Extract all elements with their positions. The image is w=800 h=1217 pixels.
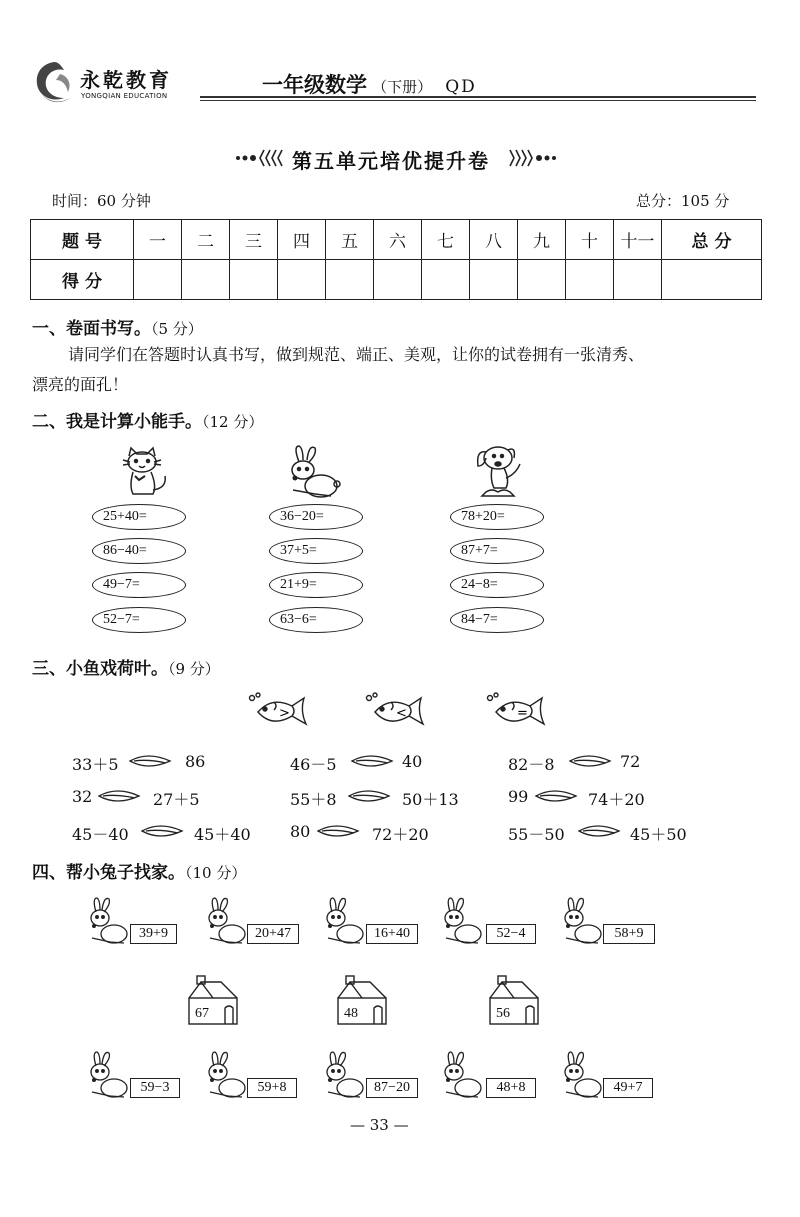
- compare-right: 27＋5: [153, 790, 200, 809]
- rabbit-expression-tag[interactable]: 20+47: [247, 924, 299, 944]
- section-3-heading: 三、小鱼戏荷叶。: [32, 659, 168, 679]
- section-4-heading: 四、帮小兔子找家。: [32, 863, 185, 883]
- rabbit-expression-tag[interactable]: 59+8: [247, 1078, 297, 1098]
- rabbit-icon: [440, 1050, 486, 1100]
- rabbit-expression-tag[interactable]: 59−3: [130, 1078, 180, 1098]
- house-icon[interactable]: [334, 974, 390, 1026]
- score-entry-cell[interactable]: [662, 260, 762, 300]
- rabbit-expression-tag[interactable]: 39+9: [130, 924, 177, 944]
- rabbit-icon: [440, 896, 486, 946]
- volume-label: （下册）: [372, 78, 433, 96]
- score-table-header-cell: 总 分: [662, 220, 762, 260]
- fish-symbol: =: [517, 706, 528, 721]
- calc-oval[interactable]: 21+9=: [269, 572, 363, 598]
- rabbit-icon: [204, 896, 250, 946]
- rabbit-icon: [86, 1050, 132, 1100]
- rabbit-expression-tag[interactable]: 49+7: [603, 1078, 653, 1098]
- score-table-header-cell: 四: [278, 220, 326, 260]
- score-table-header-cell: 题 号: [31, 220, 134, 260]
- section-4-title: [32, 858, 246, 883]
- fish-symbol: <: [396, 706, 407, 721]
- rabbit-icon: [204, 1050, 250, 1100]
- calc-oval[interactable]: 25+40=: [92, 504, 186, 530]
- rabbit-icon: [86, 896, 132, 946]
- compare-right: 72＋20: [372, 825, 429, 844]
- compare-right: 86: [185, 752, 206, 771]
- fish-greater-icon: [248, 692, 310, 730]
- compare-right: 40: [402, 752, 423, 771]
- lotus-leaf-icon[interactable]: [534, 788, 578, 804]
- dog-icon: [472, 444, 532, 502]
- lotus-leaf-icon[interactable]: [140, 823, 184, 839]
- score-table-header-row: [31, 220, 762, 260]
- score-table-header-cell: 七: [422, 220, 470, 260]
- calc-oval[interactable]: 86−40=: [92, 538, 186, 564]
- rabbit-icon: [322, 896, 368, 946]
- section-4-points: （10 分）: [185, 864, 247, 882]
- compare-right: 45＋40: [194, 825, 251, 844]
- house-number: 67: [195, 1006, 209, 1021]
- score-row-label: 得 分: [31, 260, 134, 300]
- section-1-line-1: 请同学们在答题时认真书写，做到规范、端正、美观，让你的试卷拥有一张清秀、: [68, 345, 645, 364]
- score-entry-cell[interactable]: [614, 260, 662, 300]
- compare-left: 46－5: [290, 755, 337, 774]
- calc-oval[interactable]: 78+20=: [450, 504, 544, 530]
- lotus-leaf-icon[interactable]: [577, 823, 621, 839]
- score-table-header-cell: 八: [470, 220, 518, 260]
- subject-title: 一年级数学: [262, 72, 367, 97]
- score-table-header-cell: 十一: [614, 220, 662, 260]
- exam-title: 第五单元培优提升卷: [292, 149, 490, 173]
- section-1-line-2: 漂亮的面孔！: [32, 375, 129, 394]
- calc-oval[interactable]: 49−7=: [92, 572, 186, 598]
- title-left-ornament-icon: [234, 148, 286, 168]
- calc-oval[interactable]: 24−8=: [450, 572, 544, 598]
- section-1-points: （5 分）: [151, 320, 203, 338]
- compare-left: 80: [290, 822, 311, 841]
- house-number: 48: [344, 1006, 358, 1021]
- section-2-title: [32, 407, 263, 432]
- header-rule-thin: [200, 100, 756, 101]
- lotus-leaf-icon[interactable]: [316, 823, 360, 839]
- page-number: — 33 —: [350, 1116, 409, 1134]
- score-table-header-cell: 九: [518, 220, 566, 260]
- score-entry-cell[interactable]: [422, 260, 470, 300]
- title-right-ornament-icon: [506, 148, 558, 168]
- section-2-heading: 二、我是计算小能手。: [32, 412, 202, 432]
- section-1-heading: 一、卷面书写。: [32, 319, 151, 339]
- rabbit-icon: [322, 1050, 368, 1100]
- lotus-leaf-icon[interactable]: [97, 788, 141, 804]
- score-entry-cell[interactable]: [566, 260, 614, 300]
- lotus-leaf-icon[interactable]: [568, 753, 612, 769]
- lotus-leaf-icon[interactable]: [128, 753, 172, 769]
- compare-left: 55－50: [508, 825, 565, 844]
- compare-left: 55＋8: [290, 790, 337, 809]
- score-entry-cell[interactable]: [374, 260, 422, 300]
- compare-left: 82－8: [508, 755, 555, 774]
- house-icon[interactable]: [185, 974, 241, 1026]
- score-table-header-cell: 二: [182, 220, 230, 260]
- exam-total-score: 总分：105 分: [636, 192, 730, 210]
- score-entry-cell[interactable]: [182, 260, 230, 300]
- section-3-title: [32, 654, 220, 679]
- compare-right: 45＋50: [630, 825, 687, 844]
- score-entry-cell[interactable]: [230, 260, 278, 300]
- house-icon[interactable]: [486, 974, 542, 1026]
- score-table: [30, 219, 762, 300]
- compare-left: 99: [508, 787, 529, 806]
- rabbit-expression-tag[interactable]: 16+40: [366, 924, 418, 944]
- lotus-leaf-icon[interactable]: [350, 753, 394, 769]
- compare-left: 32: [72, 787, 93, 806]
- calc-oval[interactable]: 84−7=: [450, 607, 544, 633]
- rabbit-expression-tag[interactable]: 87−20: [366, 1078, 418, 1098]
- edition-label: QD: [445, 77, 477, 97]
- cat-icon: [115, 446, 175, 501]
- score-entry-cell[interactable]: [518, 260, 566, 300]
- brand-english-name: YONGQIAN EDUCATION: [81, 92, 168, 100]
- calc-oval[interactable]: 52−7=: [92, 607, 186, 633]
- score-table-header-cell: 三: [230, 220, 278, 260]
- rabbit-expression-tag[interactable]: 52−4: [486, 924, 536, 944]
- brand-name: 永乾教育: [80, 68, 172, 92]
- rabbit-icon: [285, 444, 343, 500]
- house-number: 56: [496, 1006, 510, 1021]
- calc-oval[interactable]: 87+7=: [450, 538, 544, 564]
- calc-oval[interactable]: 36−20=: [269, 504, 363, 530]
- section-1-title: [32, 314, 203, 339]
- section-2-points: （12 分）: [202, 413, 264, 431]
- score-table-header-cell: 十: [566, 220, 614, 260]
- score-table-header-cell: 一: [134, 220, 182, 260]
- score-table-header-cell: 六: [374, 220, 422, 260]
- lotus-leaf-icon[interactable]: [347, 788, 391, 804]
- calc-oval[interactable]: 37+5=: [269, 538, 363, 564]
- compare-left: 45－40: [72, 825, 129, 844]
- score-table-score-row: [31, 260, 762, 300]
- rabbit-expression-tag[interactable]: 48+8: [486, 1078, 536, 1098]
- compare-left: 33＋5: [72, 755, 119, 774]
- fish-less-icon: [365, 692, 427, 730]
- rabbit-icon: [560, 1050, 606, 1100]
- compare-right: 50＋13: [402, 790, 459, 809]
- compare-right: 74＋20: [588, 790, 645, 809]
- compare-right: 72: [620, 752, 641, 771]
- score-table-header-cell: 五: [326, 220, 374, 260]
- exam-time: 时间：60 分钟: [52, 192, 151, 210]
- calc-oval[interactable]: 63−6=: [269, 607, 363, 633]
- rabbit-expression-tag[interactable]: 58+9: [603, 924, 655, 944]
- document-title: [262, 69, 477, 99]
- fish-equal-icon: [486, 692, 548, 730]
- score-entry-cell[interactable]: [470, 260, 518, 300]
- score-entry-cell[interactable]: [134, 260, 182, 300]
- fish-symbol: >: [279, 706, 290, 721]
- score-entry-cell[interactable]: [326, 260, 374, 300]
- header-rule: [200, 96, 756, 98]
- rabbit-icon: [560, 896, 606, 946]
- brand-logo-icon: [30, 58, 78, 106]
- score-entry-cell[interactable]: [278, 260, 326, 300]
- section-3-points: （9 分）: [168, 660, 220, 678]
